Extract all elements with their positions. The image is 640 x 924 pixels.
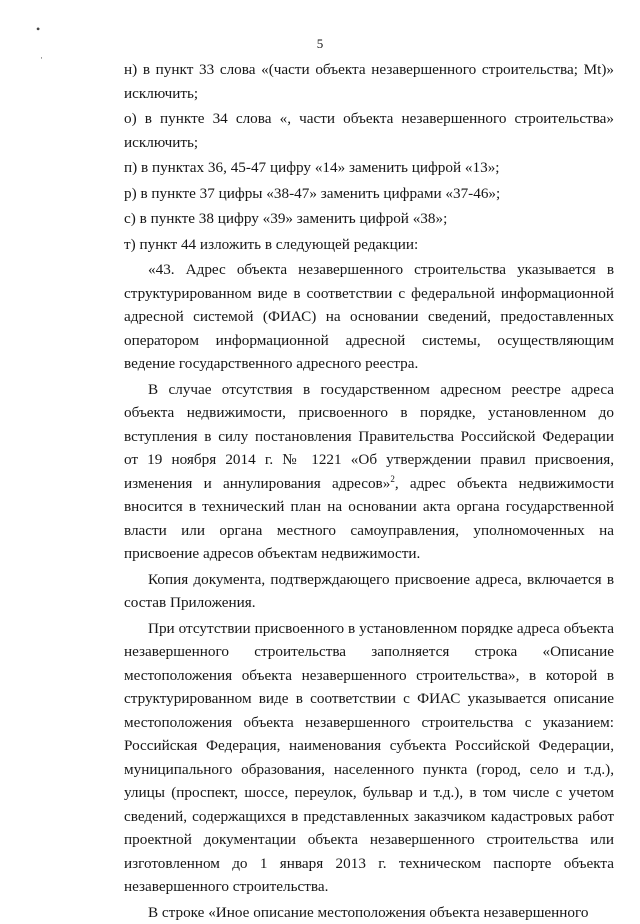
paragraph-other-description: В строке «Иное описание местоположения объекта незавершенного [124, 901, 614, 924]
paragraph-r: р) в пункте 37 цифры «38-47» заменить цифрами «37-46»; [124, 182, 614, 206]
scan-mark: • [36, 22, 40, 37]
paragraph-p: п) в пунктах 36, 45-47 цифру «14» заменить цифрой «13»; [124, 156, 614, 180]
document-body [124, 58, 614, 924]
paragraph-text: , адрес объекта недвижимости вносится в технический план на основании акта органа государственной власти или органа местного самоуправления, уполномоченных на присвоение адресов объектам недвижимости. [124, 475, 614, 563]
page-number: 5 [0, 36, 640, 52]
paragraph-copy: Копия документа, подтверждающего присвоение адреса, включается в состав Приложения. [124, 568, 614, 615]
paragraph-o: о) в пункте 34 слова «, части объекта незавершенного строительства» исключить; [124, 107, 614, 154]
footnote-ref: 2 [390, 473, 395, 483]
paragraph-s: с) в пункте 38 цифру «39» заменить цифрой «38»; [124, 207, 614, 231]
paragraph-address-absence [124, 378, 614, 566]
paragraph-n: н) в пункт 33 слова «(части объекта незавершенного строительства; Mt)» исключить; [124, 58, 614, 105]
paragraph-text: В случае отсутствия в государственном адресном реестре адреса объекта недвижимости, присвоенного в порядке, установленном до вступления в силу постановления Правительства Российской Федерации от 19 ноября 2014 г. № 1221 «Об утверждении правил присвоения, изменения и аннулирования адресов» [124, 381, 614, 492]
paragraph-location-description: При отсутствии присвоенного в установленном порядке адреса объекта незавершенного строительства заполняется строка «Описание местоположения объекта незавершенного строительства», в которой в структурированном виде в соответствии с ФИАС указывается описание местоположения объекта незавершенного строительства с указанием: Российская Федерация, наименования субъекта Российской Федерации, муниципального образования, населенного пункта (город, село и т.д.), улицы (проспект, шоссе, переулок, бульвар и т.д.), в том числе с учетом сведений, содержащихся в представленных заказчиком кадастровых работ проектной документации объекта незавершенного строительства или изготовленном до 1 января 2013 г. техническом паспорте объекта незавершенного строительства. [124, 617, 614, 899]
scan-mark: · [40, 53, 43, 63]
paragraph-43: «43. Адрес объекта незавершенного строительства указывается в структурированном виде в соответствии с федеральной информационной адресной системой (ФИАС) на основании сведений, предоставленных оператором информационной адресной системы, осуществляющим ведение государственного адресного реестра. [124, 258, 614, 376]
paragraph-t: т) пункт 44 изложить в следующей редакции: [124, 233, 614, 257]
